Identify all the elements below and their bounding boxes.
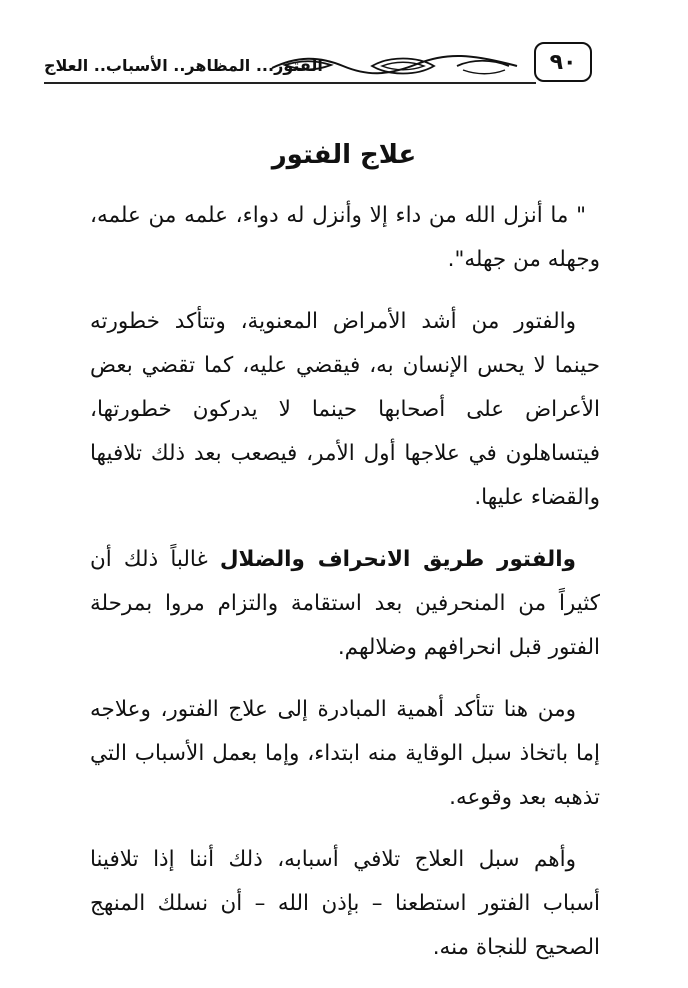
header-divider	[44, 82, 536, 84]
paragraph-5: وأهم سبل العلاج تلافي أسبابه، ذلك أننا إذا تلافينا أسباب الفتور استطعنا – بإذن الله – أن نسلك المنهج الصحيح للنجاة منه.	[90, 847, 600, 960]
running-header-title: الفتور... المظاهر.. الأسباب.. العلاج	[44, 56, 323, 75]
paragraph-3-text: غالباً ذلك أن كثيراً من المنحرفين بعد استقامة والتزام مروا بمرحلة الفتور قبل انحرافهم وضلالهم.	[90, 547, 600, 660]
paragraph-3	[90, 538, 600, 670]
emphasized-phrase: والفتور طريق الانحراف والضلال	[219, 547, 576, 572]
paragraph-4: ومن هنا تتأكد أهمية المبادرة إلى علاج الفتور، وعلاجه إما باتخاذ سبل الوقاية منه ابتداء، وإما بعمل الأسباب التي تذهبه بعد وقوعه.	[90, 697, 600, 810]
paragraph-2: والفتور من أشد الأمراض المعنوية، وتتأكد خطورته حينما لا يحس الإنسان به، فيقضي عليه، كما تقضي بعض الأعراض على أصحابها حينما لا يدركون خطورتها، فيتساهلون في علاجها أول الأمر، فيصعب بعد ذلك تلافيها والقضاء عليها.	[90, 309, 600, 510]
hadith-paragraph: " ما أنزل الله من داء إلا وأنزل له دواء، علمه من علمه، وجهله من جهله".	[90, 203, 600, 272]
page-number-badge: ٩٠	[534, 42, 592, 82]
page-header	[44, 42, 592, 90]
section-title: علاج الفتور	[271, 140, 417, 170]
body-text	[90, 194, 600, 988]
